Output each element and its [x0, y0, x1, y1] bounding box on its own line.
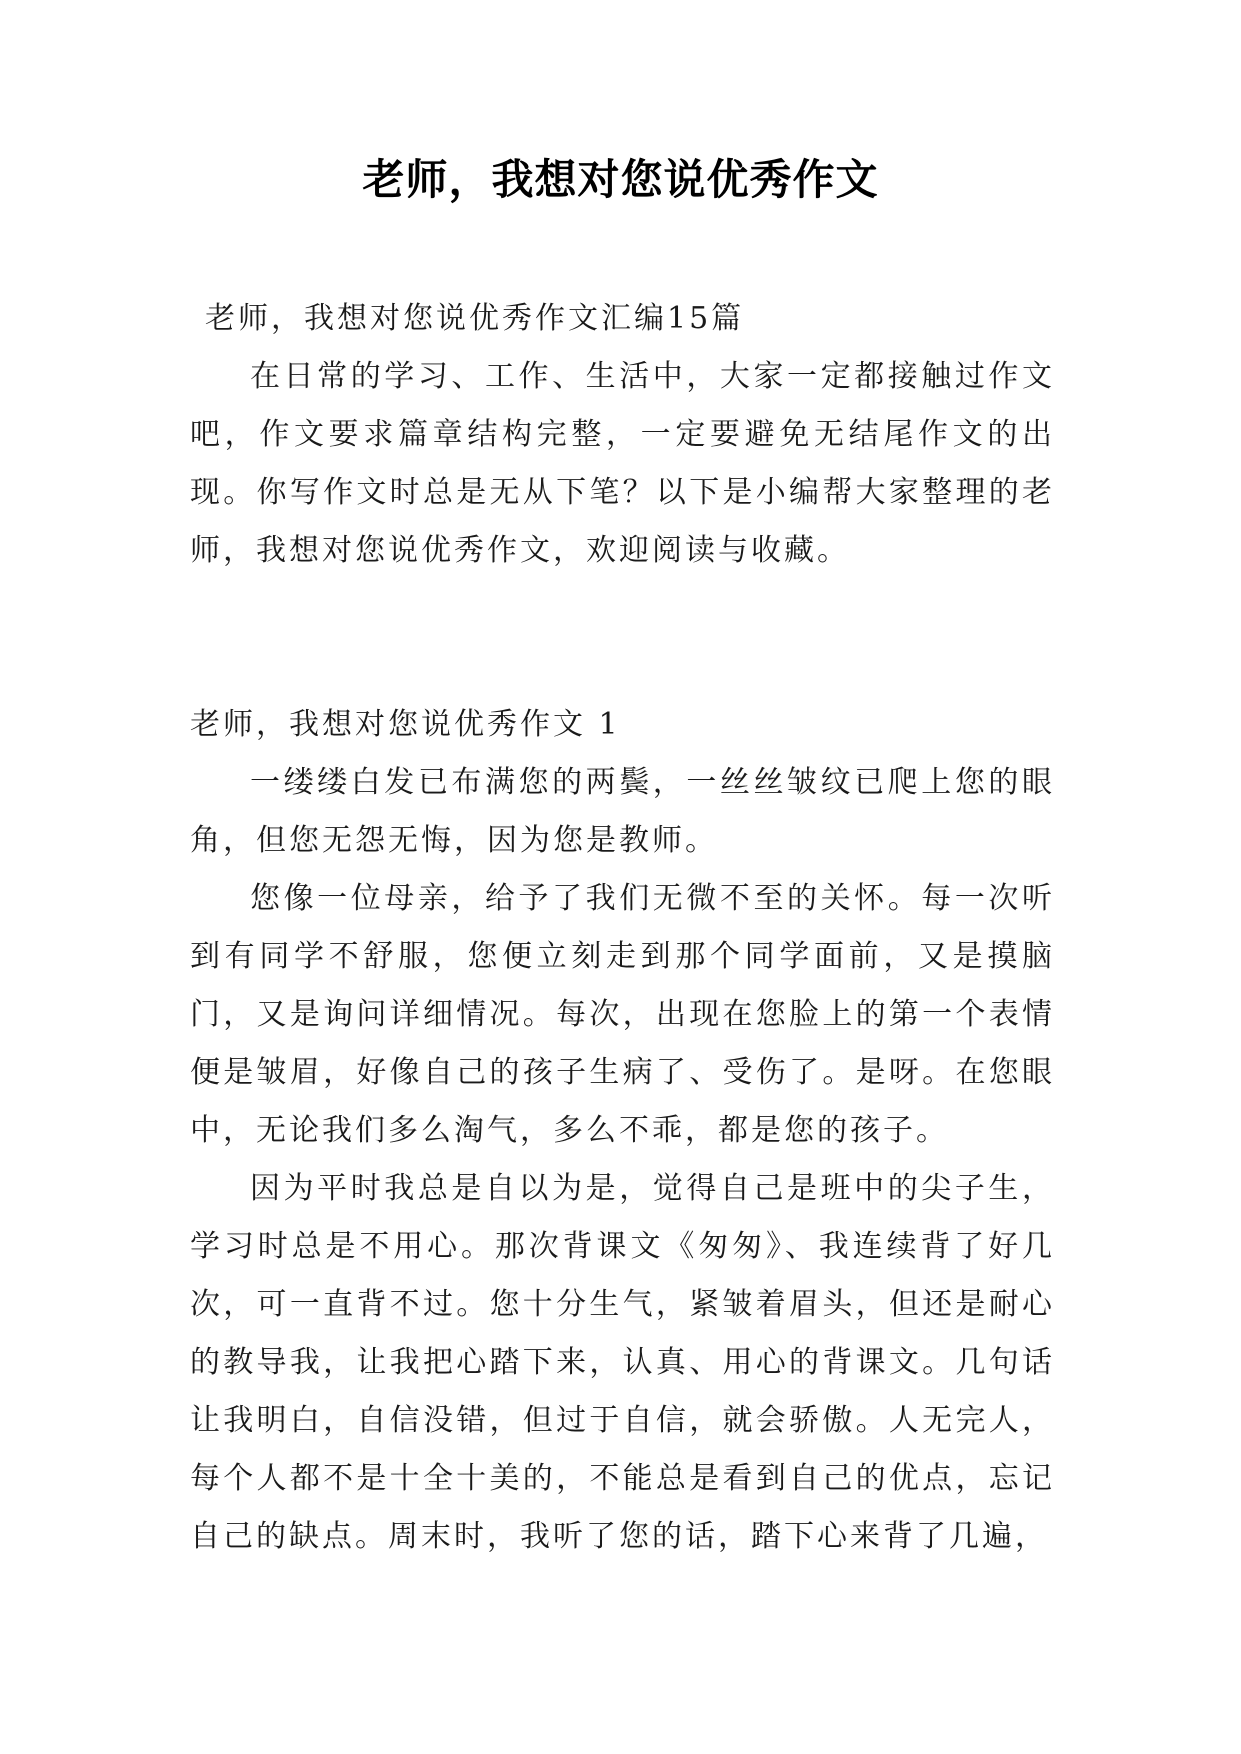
document-body	[190, 290, 1055, 1566]
section-spacer	[190, 580, 1055, 696]
body-paragraph: 因为平时我总是自以为是，觉得自己是班中的尖子生，学习时总是不用心。那次背课文《匆匆》、我连续背了好几次，可一直背不过。您十分生气，紧皱着眉头，但还是耐心的教导我，让我把心踏下来，认真、用心的背课文。几句话让我明白，自信没错，但过于自信，就会骄傲。人无完人，每个人都不是十全十美的，不能总是看到自己的优点，忘记自己的缺点。周末时，我听了您的话，踏下心来背了几遍，	[190, 1171, 1055, 1554]
document-title: 老师，我想对您说优秀作文	[362, 155, 879, 204]
intro-paragraph: 在日常的学习、工作、生活中，大家一定都接触过作文吧，作文要求篇章结构完整，一定要避免无结尾作文的出现。你写作文时总是无从下笔？以下是小编帮大家整理的老师，我想对您说优秀作文，欢迎阅读与收藏。	[190, 359, 1055, 568]
document-subtitle: 老师，我想对您说优秀作文汇编15篇	[205, 301, 745, 336]
body-paragraph: 一缕缕白发已布满您的两鬓，一丝丝皱纹已爬上您的眼角，但您无怨无悔，因为您是教师。	[190, 765, 1055, 858]
body-paragraph: 您像一位母亲，给予了我们无微不至的关怀。每一次听到有同学不舒服，您便立刻走到那个同学面前，又是摸脑门，又是询问详细情况。每次，出现在您脸上的第一个表情便是皱眉，好像自己的孩子生病了、受伤了。是呀。在您眼中，无论我们多么淘气，多么不乖，都是您的孩子。	[190, 881, 1055, 1148]
section-heading: 老师，我想对您说优秀作文 1	[190, 707, 621, 742]
